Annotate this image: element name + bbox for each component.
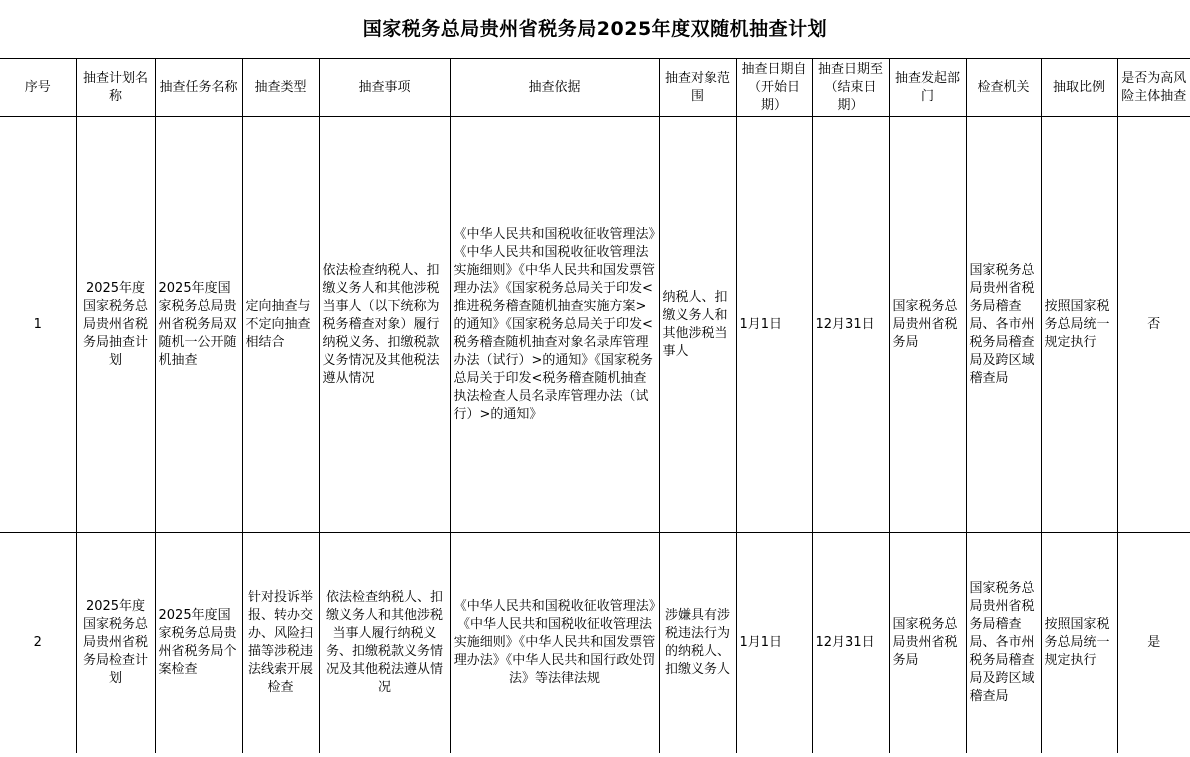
table-row: [0, 533, 1190, 754]
cell-agency: 国家税务总局贵州省税务局稽查局、各市州税务局稽查局及跨区域稽查局: [966, 117, 1041, 533]
cell-date-to: 12月31日: [812, 533, 889, 754]
cell-scope: 纳税人、扣缴义务人和其他涉税当事人: [659, 117, 736, 533]
cell-dept: 国家税务总局贵州省税务局: [889, 533, 966, 754]
cell-task-name: 2025年度国家税务总局贵州省税务局个案检查: [155, 533, 242, 754]
cell-no: 1: [0, 117, 76, 533]
cell-ratio: 按照国家税务总局统一规定执行: [1041, 533, 1117, 754]
cell-date-from: 1月1日: [736, 117, 812, 533]
cell-basis: 《中华人民共和国税收征收管理法》《中华人民共和国税收征收管理法实施细则》《中华人民共和国发票管理办法》《中华人民共和国行政处罚法》等法律法规: [450, 533, 659, 754]
header-no: 序号: [0, 59, 76, 117]
header-plan-name: 抽查计划名称: [76, 59, 155, 117]
header-basis: 抽查依据: [450, 59, 659, 117]
plan-table: [0, 58, 1190, 753]
cell-items: 依法检查纳税人、扣缴义务人和其他涉税当事人履行纳税义务、扣缴税款义务情况及其他税法遵从情况: [319, 533, 450, 754]
cell-ratio: 按照国家税务总局统一规定执行: [1041, 117, 1117, 533]
header-agency: 检查机关: [966, 59, 1041, 117]
cell-scope: 涉嫌具有涉税违法行为的纳税人、扣缴义务人: [659, 533, 736, 754]
table-row: [0, 117, 1190, 533]
header-ratio: 抽取比例: [1041, 59, 1117, 117]
header-row: [0, 59, 1190, 117]
header-type: 抽查类型: [242, 59, 319, 117]
cell-plan-name: 2025年度国家税务总局贵州省税务局检查计划: [76, 533, 155, 754]
cell-date-to: 12月31日: [812, 117, 889, 533]
cell-type: 针对投诉举报、转办交办、风险扫描等涉税违法线索开展检查: [242, 533, 319, 754]
cell-dept: 国家税务总局贵州省税务局: [889, 117, 966, 533]
cell-type: 定向抽查与不定向抽查相结合: [242, 117, 319, 533]
cell-task-name: 2025年度国家税务总局贵州省税务局双随机一公开随机抽查: [155, 117, 242, 533]
header-high-risk: 是否为高风险主体抽查: [1117, 59, 1190, 117]
cell-items: 依法检查纳税人、扣缴义务人和其他涉税当事人（以下统称为税务稽查对象）履行纳税义务、扣缴税款义务情况及其他税法遵从情况: [319, 117, 450, 533]
cell-date-from: 1月1日: [736, 533, 812, 754]
cell-high-risk: 否: [1117, 117, 1190, 533]
header-scope: 抽查对象范围: [659, 59, 736, 117]
cell-basis: 《中华人民共和国税收征收管理法》《中华人民共和国税收征收管理法实施细则》《中华人民共和国发票管理办法》《国家税务总局关于印发<推进税务稽查随机抽查实施方案>的通知》《国家税务总局关于印发<税务稽查随机抽查对象名录库管理办法（试行）>的通知》《国家税务总局关于印发<税务稽查随机抽查执法检查人员名录库管理办法（试行）>的通知》: [450, 117, 659, 533]
document-title: 国家税务总局贵州省税务局2025年度双随机抽查计划: [362, 18, 828, 40]
header-task-name: 抽查任务名称: [155, 59, 242, 117]
header-date-from: 抽查日期自（开始日期）: [736, 59, 812, 117]
cell-high-risk: 是: [1117, 533, 1190, 754]
cell-plan-name: 2025年度国家税务总局贵州省税务局抽查计划: [76, 117, 155, 533]
header-date-to: 抽查日期至（结束日期）: [812, 59, 889, 117]
header-items: 抽查事项: [319, 59, 450, 117]
cell-no: 2: [0, 533, 76, 754]
header-dept: 抽查发起部门: [889, 59, 966, 117]
cell-agency: 国家税务总局贵州省税务局稽查局、各市州税务局稽查局及跨区域稽查局: [966, 533, 1041, 754]
